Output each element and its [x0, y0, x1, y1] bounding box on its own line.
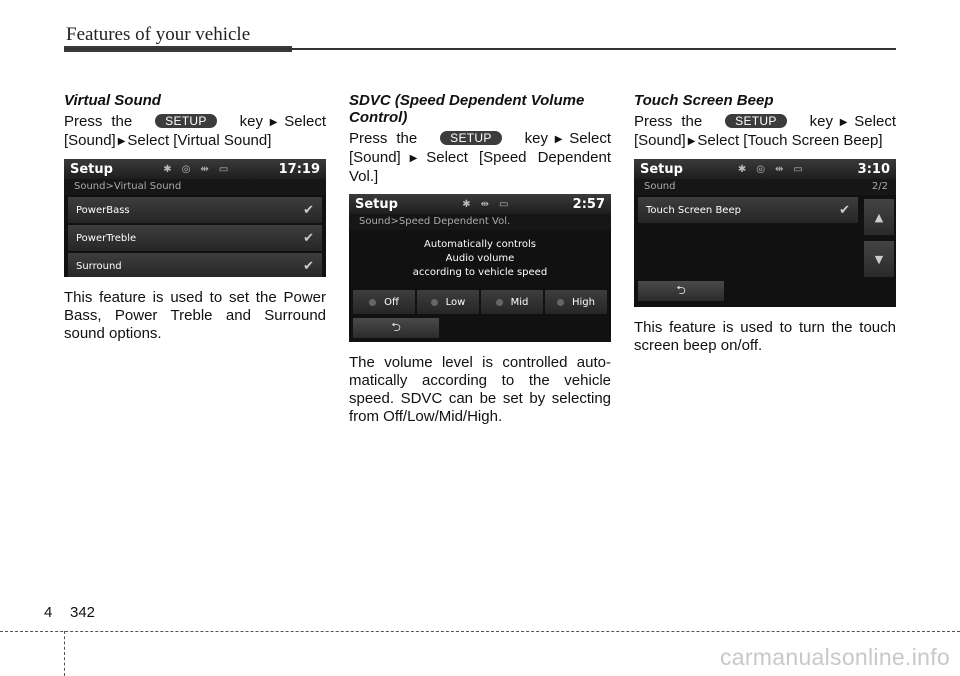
battery-icon: ▭	[498, 198, 509, 210]
screen-clock: 3:10	[857, 161, 890, 177]
usb-icon: ⇹	[774, 163, 784, 175]
sdvc-message-line: Audio volume	[445, 253, 515, 264]
screen-title: Setup	[70, 161, 113, 177]
section-title: SDVC (Speed Dependent Volume Control)	[349, 92, 585, 126]
menu-item-label: Touch Screen Beep	[646, 204, 741, 216]
instr-key: key	[524, 130, 548, 147]
screen-title: Setup	[355, 196, 398, 212]
back-button[interactable]	[353, 318, 439, 338]
radio-dot-icon	[369, 299, 376, 306]
menu-item-label: PowerBass	[76, 204, 130, 216]
sdvc-message-line: according to vehicle speed	[412, 267, 548, 278]
bluetooth-icon: ✱	[462, 198, 471, 210]
back-arrow-icon: ⮌	[391, 319, 401, 334]
disc-icon: ◎	[181, 163, 191, 175]
option-label: Mid	[510, 296, 529, 308]
section-title: Virtual Sound	[64, 92, 161, 109]
menu-item-label: PowerTreble	[76, 232, 137, 244]
instr-sound: [Sound]	[349, 149, 401, 166]
screen-path	[634, 179, 896, 195]
screen-titlebar	[349, 194, 611, 214]
instr-select: Select	[854, 113, 896, 130]
status-icons	[683, 164, 858, 175]
instruction-text	[64, 113, 326, 151]
instruction-text	[634, 113, 896, 151]
screen-titlebar	[64, 159, 326, 179]
triangle-right-icon: ▶	[835, 117, 853, 128]
section-title: Touch Screen Beep	[634, 92, 774, 109]
page-number: 342	[70, 604, 96, 621]
header-rule	[64, 48, 896, 50]
arrow-down-icon: ▼	[874, 252, 884, 266]
radio-dot-icon	[557, 299, 564, 306]
screenshot-virtual-sound	[64, 159, 326, 277]
bluetooth-icon: ✱	[737, 163, 747, 175]
instr-sound: [Sound]	[634, 132, 686, 149]
chapter-number: 4	[44, 604, 53, 621]
page-indicator: 2/2	[871, 181, 888, 192]
menu-item-surround[interactable]	[68, 253, 322, 277]
screen-path	[64, 179, 326, 195]
screen-clock: 2:57	[572, 196, 605, 212]
triangle-right-icon: ▶	[550, 134, 568, 145]
status-icons	[398, 199, 573, 210]
instr-target: Select [Speed Dependent Vol.]	[349, 149, 611, 185]
footer-divider	[64, 631, 65, 676]
sdvc-option-mid[interactable]	[481, 290, 543, 314]
scroll-up-button[interactable]	[864, 199, 894, 235]
status-icons	[113, 164, 279, 175]
screen-titlebar	[634, 159, 896, 179]
sdvc-message	[349, 230, 611, 286]
watermark: carmanualsonline.info	[719, 644, 950, 670]
back-arrow-icon: ⮌	[676, 282, 686, 297]
section-touch-screen-beep	[634, 92, 896, 355]
check-icon: ✔	[303, 230, 314, 246]
path-text: Sound>Speed Dependent Vol.	[359, 216, 511, 227]
sdvc-message-line: Automatically controls	[424, 239, 536, 250]
instr-key: key	[239, 113, 263, 130]
battery-icon: ▭	[218, 163, 229, 175]
instr-press: Press the	[634, 113, 703, 130]
instr-select: Select	[284, 113, 326, 130]
back-button[interactable]	[638, 281, 724, 301]
setup-key-badge: SETUP	[725, 114, 787, 128]
arrow-up-icon: ▲	[874, 210, 884, 224]
disc-icon: ◎	[756, 163, 765, 175]
check-icon: ✔	[303, 202, 314, 218]
instr-target: Select [Touch Screen Beep]	[697, 132, 883, 149]
triangle-right-icon: ▶	[402, 153, 425, 164]
menu-item-touch-screen-beep[interactable]	[638, 197, 858, 223]
section-sdvc	[349, 92, 611, 426]
usb-icon: ⇹	[200, 163, 209, 175]
screen-path	[349, 214, 611, 230]
instr-select: Select	[569, 130, 611, 147]
section-virtual-sound	[64, 92, 326, 343]
radio-dot-icon	[496, 299, 503, 306]
instr-press: Press the	[349, 130, 418, 147]
instr-press: Press the	[64, 113, 133, 130]
sdvc-option-off[interactable]	[353, 290, 415, 314]
menu-item-powerbass[interactable]	[68, 197, 322, 223]
usb-icon: ⇹	[480, 198, 489, 210]
footer-rule	[0, 631, 960, 632]
description-text: This feature is used to set the Power Bass, Power Treble and Surround sound options.	[64, 289, 326, 342]
list-spacer	[634, 225, 862, 277]
setup-key-badge: SETUP	[155, 114, 217, 128]
instr-key: key	[809, 113, 833, 130]
instruction-text	[349, 130, 611, 186]
path-text: Sound	[644, 181, 676, 192]
option-label: High	[572, 296, 595, 308]
instr-sound: [Sound]	[64, 132, 116, 149]
sdvc-option-high[interactable]	[545, 290, 607, 314]
check-icon: ✔	[303, 258, 314, 274]
setup-key-badge: SETUP	[440, 131, 502, 145]
screenshot-sdvc	[349, 194, 611, 342]
radio-dot-icon	[431, 299, 438, 306]
option-label: Low	[445, 296, 466, 308]
menu-item-label: Surround	[76, 260, 122, 272]
check-icon: ✔	[839, 202, 850, 218]
scroll-down-button[interactable]	[864, 241, 894, 277]
scroll-controls	[862, 195, 896, 305]
screen-title: Setup	[640, 161, 683, 177]
triangle-right-icon: ▶	[117, 136, 126, 147]
screenshot-touch-screen-beep	[634, 159, 896, 307]
sdvc-options	[353, 290, 607, 314]
page-header-title: Features of your vehicle	[66, 24, 251, 45]
beep-body	[634, 195, 896, 305]
battery-icon: ▭	[793, 163, 803, 175]
option-label: Off	[384, 296, 399, 308]
screen-clock: 17:19	[278, 161, 320, 177]
bluetooth-icon: ✱	[163, 163, 172, 175]
menu-item-powertreble[interactable]	[68, 225, 322, 251]
description-text: The volume level is controlled auto-matically according to the vehicle speed. SDVC can be set by selecting from Off/Low/Mid/High.	[349, 354, 611, 425]
path-text: Sound>Virtual Sound	[74, 181, 182, 192]
instr-target: Select [Virtual Sound]	[127, 132, 272, 149]
sdvc-option-low[interactable]	[417, 290, 479, 314]
triangle-right-icon: ▶	[687, 136, 696, 147]
beep-list	[634, 195, 862, 305]
description-text: This feature is used to turn the touch screen beep on/off.	[634, 319, 896, 354]
triangle-right-icon: ▶	[265, 117, 283, 128]
